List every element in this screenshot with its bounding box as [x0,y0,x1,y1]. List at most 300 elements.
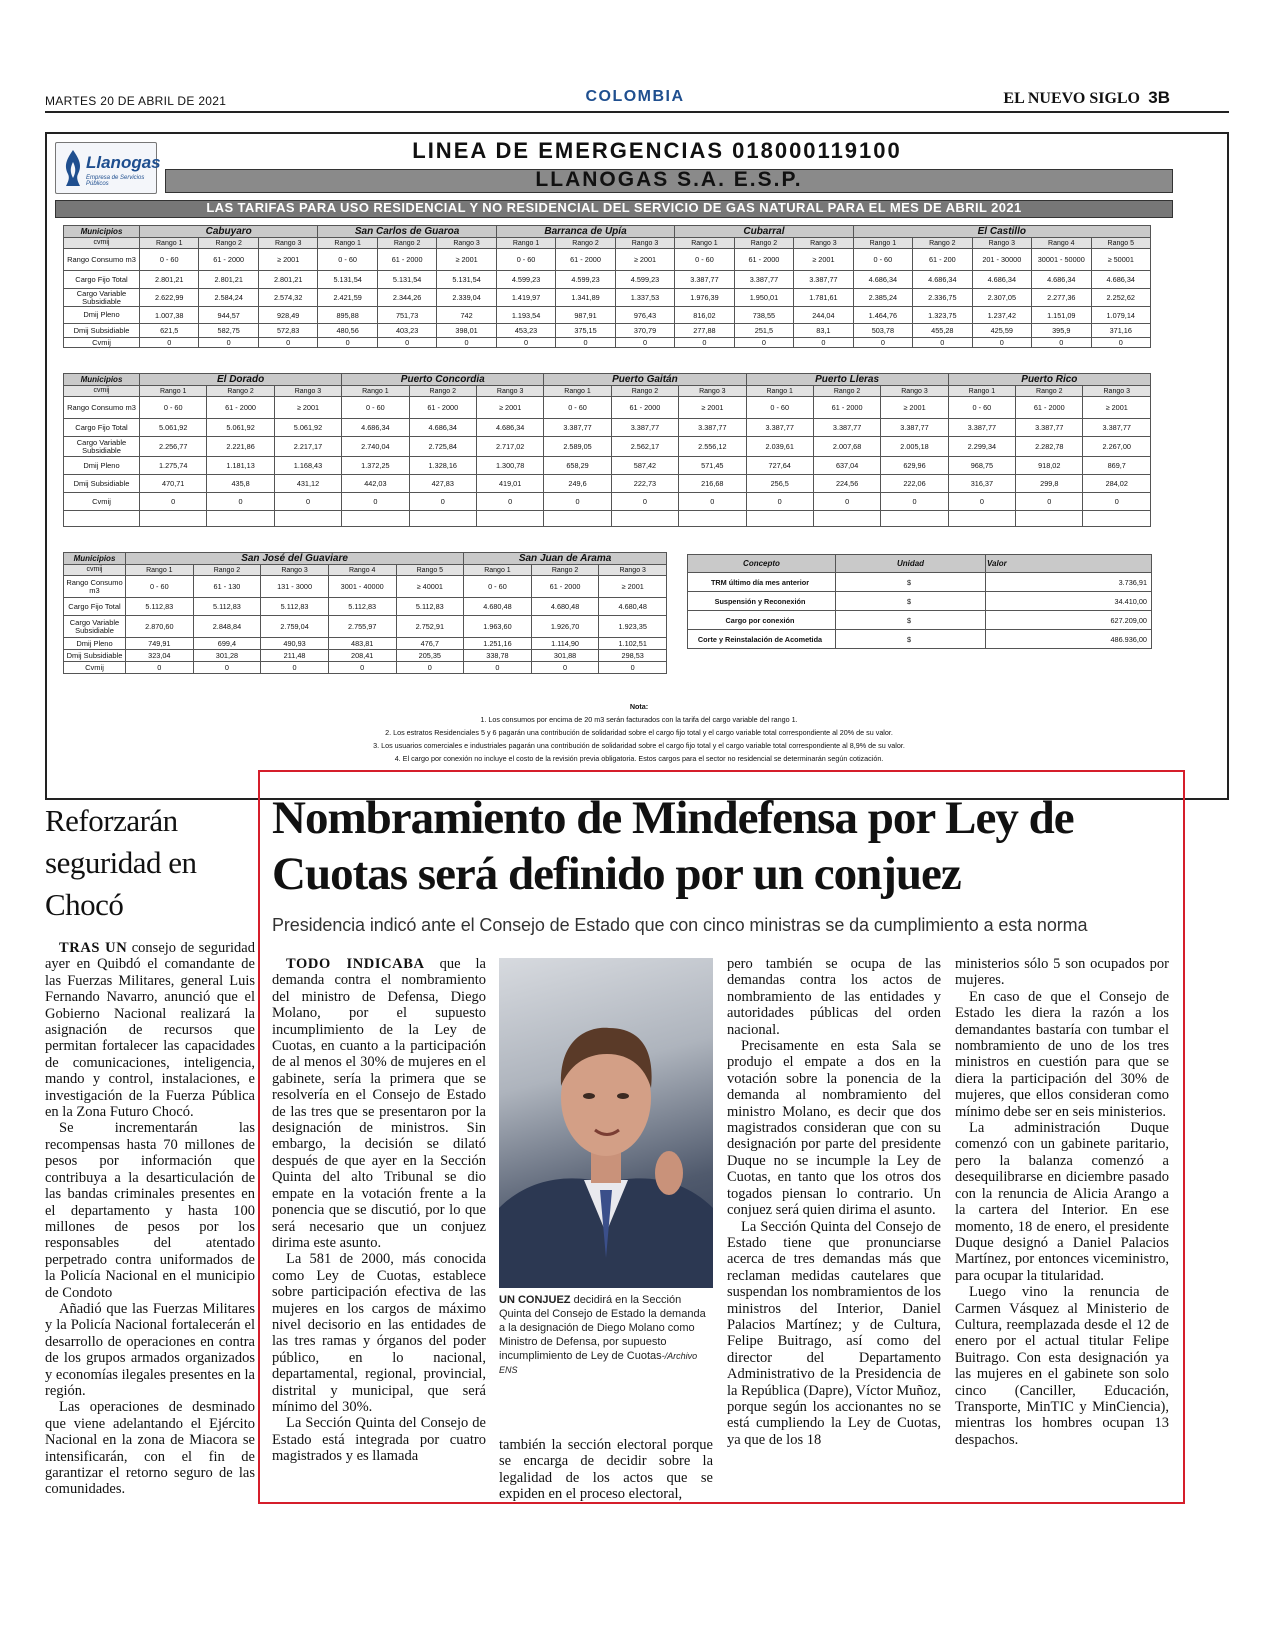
page-number: 3B [1148,88,1170,107]
table-cell: 61 - 2000 [199,249,258,271]
range-name: Rango 2 [611,386,678,397]
table-cell: 0 [1032,338,1091,348]
empty-cell [881,511,948,527]
table-cell: 0 [261,662,329,674]
table-cell: 5.061,92 [140,419,207,437]
article-text: Precisamente en esta Sala se produjo el empate a dos en la votación sobre la ponencia de la demanda al nombramiento del ministro Molano, es decir que dos magistrados consideran que con su designación por parte del presidente Duque no se incumple la Ley de Cuotas, en tanto que los otros dos togados piensan lo contrario. Un conjuez será quien dirima el asunto. [727,1038,941,1219]
table-cell: 1.341,89 [556,289,615,307]
table-row [64,324,1151,338]
row-label: Dmij Pleno [64,457,140,475]
table-header-row [64,553,667,565]
table-row [64,650,667,662]
table-cell: 2.005,18 [881,437,948,457]
article-paragraph [955,989,1169,1120]
tariff-table-3 [63,552,667,674]
table-cell: 0 - 60 [140,249,199,271]
empty-cell [813,511,880,527]
table-row [64,457,1151,475]
table-cell: 480,56 [318,324,377,338]
row-label: Dmij Subsidiable [64,650,126,662]
tariff-notes [47,700,1231,765]
table-cell: 299,8 [1016,475,1083,493]
logo-name: Llanogas [86,153,161,172]
table-cell: 61 - 2000 [734,249,793,271]
table-cell: 30001 - 50000 [1032,249,1091,271]
empty-cell [1016,511,1083,527]
range-name: Rango 3 [476,386,543,397]
range-name: Rango 2 [207,386,274,397]
table-cell: 425,59 [972,324,1031,338]
concepts-cell: $ [836,573,986,592]
range-header-row [64,386,1151,397]
table-cell: 249,6 [544,475,611,493]
logo-tagline: Empresa de Servicios Públicos [86,175,145,187]
table-cell: ≥ 2001 [881,397,948,419]
table-cell: 222,06 [881,475,948,493]
range-name: Rango 3 [274,386,341,397]
table-cell: 205,35 [396,650,464,662]
table-cell: 453,23 [496,324,555,338]
table-cell: 0 [1016,493,1083,511]
range-name: Rango 1 [140,238,199,249]
table-cell: 0 [318,338,377,348]
concepts-row [688,630,1152,649]
table-cell: 0 [274,493,341,511]
table-cell: 2.801,21 [199,271,258,289]
table-cell: 2.725,84 [409,437,476,457]
row-label: Cvmij [64,338,140,348]
table-cell: 621,5 [140,324,199,338]
table-cell: 435,8 [207,475,274,493]
table-cell: 944,57 [199,307,258,324]
table-cell: 2.256,77 [140,437,207,457]
note-line: Nota: [629,702,649,711]
table-cell: 61 - 2000 [813,397,880,419]
table-cell: 61 - 2000 [207,397,274,419]
table-cell: 2.870,60 [126,616,194,638]
table-cell: 1.168,43 [274,457,341,475]
table-cell: 0 - 60 [464,576,532,598]
table-cell: 0 [207,493,274,511]
table-cell: 3001 - 40000 [328,576,396,598]
table-cell: 323,04 [126,650,194,662]
table-cell: 490,93 [261,638,329,650]
table-cell: 83,1 [794,324,853,338]
table-cell: 0 - 60 [342,397,409,419]
range-name: Rango 1 [948,386,1015,397]
article-column-3 [727,956,941,1448]
table-cell: 5.112,83 [193,598,261,616]
table-cell: 316,37 [948,475,1015,493]
table-cell: ≥ 50001 [1091,249,1151,271]
article-text: En caso de que el Consejo de Estado les diera la razón a los demandantes bastaría con tumbar el nombramiento de uno de los tres ministros en cuestión para que se diera la participación del 30% de mujeres, que ellos consideran como mínimo debe ser en seis ministerios. [955,988,1169,1120]
table-cell: 455,28 [913,324,972,338]
municipio-name: Barranca de Upía [496,226,674,238]
table-cell: 5.131,54 [318,271,377,289]
table-cell: 816,02 [675,307,734,324]
concepts-header: Unidad [836,555,986,573]
range-name: Rango 1 [544,386,611,397]
table-cell: 3.387,77 [675,271,734,289]
table-cell: 0 [496,338,555,348]
side-paragraph [45,1120,255,1300]
table-cell: 0 [599,662,667,674]
table-cell: 61 - 2000 [377,249,436,271]
table-cell: 2.299,34 [948,437,1015,457]
table-cell: 2.007,68 [813,437,880,457]
flame-icon [62,148,84,188]
page-date: MARTES 20 DE ABRIL DE 2021 [45,94,227,108]
article-paragraph [272,956,486,1251]
table-cell: 4.599,23 [496,271,555,289]
table-cell: 1.950,01 [734,289,793,307]
table-cell: 503,78 [853,324,912,338]
range-name: Rango 3 [261,565,329,576]
article-text: La 581 de 2000, más conocida como Ley de Cuotas, establece sobre participación efectiva de las mujeres en los cargos de máximo nivel decisorio en las entidades de las tres ramas y órganos del poder público, en lo nacional, departamental, regional, provincial, distrital y municipal, que será mínimo del 30%. [272,1251,486,1415]
range-name: Rango 1 [464,565,532,576]
table-cell: 4.680,48 [464,598,532,616]
table-row [64,493,1151,511]
row-label: Dmij Pleno [64,638,126,650]
table-cell: 2.589,05 [544,437,611,457]
company-name: LLANOGAS S.A. E.S.P. [535,168,803,191]
table-cell: 338,78 [464,650,532,662]
table-cell: 1.372,25 [342,457,409,475]
table-row [64,307,1151,324]
table-cell: 0 [140,338,199,348]
side-paragraph [45,1399,255,1497]
table-cell: 61 - 2000 [409,397,476,419]
table-cell: 5.061,92 [274,419,341,437]
table-cell: 1.323,75 [913,307,972,324]
concepts-cell: 34.410,00 [986,592,1152,611]
range-name: Rango 3 [679,386,746,397]
table-cell: 0 [377,338,436,348]
table-cell: ≥ 2001 [794,249,853,271]
range-name: Rango 2 [199,238,258,249]
table-cell: 0 [531,662,599,674]
table-cell: 749,91 [126,638,194,650]
table-cell: 0 [972,338,1031,348]
table-cell: 0 - 60 [853,249,912,271]
table-cell: 2.755,97 [328,616,396,638]
article-paragraph [955,1120,1169,1284]
table-cell: 1.464,76 [853,307,912,324]
empty-row [64,511,1151,527]
table-cell: 1.926,70 [531,616,599,638]
table-cell: 0 [813,493,880,511]
table-cell: 4.686,34 [409,419,476,437]
table-row [64,662,667,674]
table-cell: 4.686,34 [1091,271,1151,289]
table-row [64,289,1151,307]
table-cell: 3.387,77 [881,419,948,437]
table-cell: 0 [544,493,611,511]
table-cell: 403,23 [377,324,436,338]
table-cell: 0 [1091,338,1151,348]
table-cell: 2.277,36 [1032,289,1091,307]
empty-cell [544,511,611,527]
table-cell: ≥ 2001 [476,397,543,419]
caption-lead: UN CONJUEZ [499,1294,571,1306]
table-cell: 427,83 [409,475,476,493]
table-cell: 0 [328,662,396,674]
table-cell: 216,68 [679,475,746,493]
table-cell: 3.387,77 [544,419,611,437]
table-row [64,638,667,650]
concepts-row [688,573,1152,592]
concepts-cell: Cargo por conexión [688,611,836,630]
table-cell: 3.387,77 [611,419,678,437]
article-text: La Sección Quinta del Consejo de Estado está integrada por cuatro magistrados y es llamada [272,1415,486,1465]
concepts-cell: Corte y Reinstalación de Acometida [688,630,836,649]
note-line: 3. Los usuarios comerciales e industriales pagarán una contribución de solidaridad sobre el cargo fijo total y el cargo variable total correspondiente al 8,9% de su valor. [373,741,905,750]
empty-cell [679,511,746,527]
side-article [45,800,255,1498]
empty-cell [1083,511,1151,527]
table-cell: 2.267,00 [1083,437,1151,457]
table-cell: 5.112,83 [396,598,464,616]
article-lead: TODO INDICABA [286,956,425,972]
article-paragraph [727,1219,941,1449]
table-cell: 370,79 [615,324,674,338]
concepts-cell: 3.736,91 [986,573,1152,592]
table-cell: 442,03 [342,475,409,493]
emergency-line: LINEA DE EMERGENCIAS 018000119100 [412,138,902,163]
table-cell: 751,73 [377,307,436,324]
tariff-table-1 [63,225,1151,348]
table-cell: 1.963,60 [464,616,532,638]
table-row [64,419,1151,437]
table-cell: 2.307,05 [972,289,1031,307]
range-name: Rango 3 [1083,386,1151,397]
table-cell: ≥ 2001 [274,397,341,419]
table-cell: 2.848,84 [193,616,261,638]
side-lead: TRAS UN [59,940,128,956]
table-cell: 0 [675,338,734,348]
range-name: Rango 3 [615,238,674,249]
table-cell: 968,75 [948,457,1015,475]
concepts-cell: $ [836,611,986,630]
range-name: Rango 1 [140,386,207,397]
table-cell: 1.102,51 [599,638,667,650]
table-cell: 224,56 [813,475,880,493]
range-name: Rango 1 [318,238,377,249]
table-cell: 2.574,32 [258,289,317,307]
range-name: Rango 3 [258,238,317,249]
table-cell: 0 [556,338,615,348]
table-cell: 3.387,77 [1083,419,1151,437]
table-cell: 2.421,59 [318,289,377,307]
header-rule [45,111,1229,113]
empty-cell [140,511,207,527]
table-cell: 727,64 [746,457,813,475]
table-cell: 2.252,62 [1091,289,1151,307]
table-cell: ≥ 2001 [599,576,667,598]
empty-cell [64,511,140,527]
table-cell: 918,02 [1016,457,1083,475]
table-row [64,271,1151,289]
table-cell: 298,53 [599,650,667,662]
table-cell: 0 [794,338,853,348]
table-cell: 4.686,34 [476,419,543,437]
table-cell: 0 [853,338,912,348]
table-cell: 395,9 [1032,324,1091,338]
table-cell: 5.131,54 [437,271,496,289]
table-cell: ≥ 2001 [679,397,746,419]
range-name: Rango 1 [126,565,194,576]
table-cell: 1.976,39 [675,289,734,307]
table-cell: 470,71 [140,475,207,493]
table-cell: 1.300,78 [476,457,543,475]
range-name: Rango 2 [813,386,880,397]
table-cell: 371,16 [1091,324,1151,338]
article-text: La administración Duque comenzó con un gabinete paritario, pero la balanza comenzó a desequilibrarse en diciembre pasado con la renuncia de Alicia Arango a la cartera del Interior. En ese momento, 18 de enero, el presidente Duque designó a Daniel Palacios Martínez, por entonces viceministro, para ocupar la titularidad. [955,1120,1169,1284]
article-paragraph [955,1284,1169,1448]
concepts-row [688,592,1152,611]
table-row [64,576,667,598]
photo-caption [499,1293,713,1377]
table-cell: 0 [199,338,258,348]
municipios-label: Municipios [64,553,126,565]
table-cell: 131 - 3000 [261,576,329,598]
table-cell: 398,01 [437,324,496,338]
table-cell: 0 [913,338,972,348]
table-cell: 61 - 2000 [531,576,599,598]
range-name: Rango 4 [1032,238,1091,249]
table-cell: 2.282,78 [1016,437,1083,457]
table-cell: ≥ 2001 [258,249,317,271]
empty-cell [476,511,543,527]
table-cell: 571,45 [679,457,746,475]
table-cell: 869,7 [1083,457,1151,475]
llanogas-logo [55,142,161,194]
table-cell: 61 - 2000 [611,397,678,419]
side-paragraph [45,940,255,1120]
table-cell: 3.387,77 [1016,419,1083,437]
table-cell: 1.337,53 [615,289,674,307]
table-cell: 2.039,61 [746,437,813,457]
row-label: Rango Consumo m3 [64,397,140,419]
table-cell: 1.114,90 [531,638,599,650]
concepts-cell: 627.209,00 [986,611,1152,630]
tariff-table-2 [63,373,1151,527]
table-cell: 572,83 [258,324,317,338]
municipio-name: Puerto Gaitán [544,374,746,386]
article-paragraph [272,1251,486,1415]
table-cell: 0 [464,662,532,674]
range-header-row [64,238,1151,249]
range-name: Rango 3 [794,238,853,249]
table-cell: 895,88 [318,307,377,324]
concepts-cell: $ [836,592,986,611]
table-cell: 61 - 2000 [556,249,615,271]
table-cell: 2.752,91 [396,616,464,638]
table-cell: 2.740,04 [342,437,409,457]
table-cell: 1.923,35 [599,616,667,638]
range-name: Rango 2 [193,565,261,576]
municipio-name: San Carlos de Guaroa [318,226,496,238]
municipios-label: Municipios [64,374,140,386]
range-name: Rango 3 [972,238,1031,249]
section-name: COLOMBIA [585,88,685,105]
article-text: ministerios sólo 5 son ocupados por mujeres. [955,956,1169,989]
table-cell: 3.387,77 [794,271,853,289]
table-cell: 699,4 [193,638,261,650]
table-cell: 658,29 [544,457,611,475]
row-label: Cargo Fijo Total [64,271,140,289]
municipio-name: San José del Guaviare [126,553,464,565]
municipio-name: Cubarral [675,226,853,238]
empty-cell [274,511,341,527]
table-cell: 0 - 60 [746,397,813,419]
row-label: Rango Consumo m3 [64,576,126,598]
side-text: Se incrementarán las recompensas hasta 70 millones de pesos por información que contribuya a la desarticulación de las bandas criminales presentes en el departamento y hasta 100 millones de pesos por los responsables del atentado perpetrado contra uniformados de la Policía Nacional en el municipio de Condoto [45,1120,255,1301]
empty-cell [342,511,409,527]
range-name: Rango 2 [734,238,793,249]
article-paragraph [727,1038,941,1218]
table-cell: 0 [396,662,464,674]
side-article-title: Reforzarán seguridad en Chocó [45,803,197,922]
range-name: Rango 3 [437,238,496,249]
table-cell: 5.112,83 [328,598,396,616]
table-cell: 1.275,74 [140,457,207,475]
table-cell: 4.686,34 [972,271,1031,289]
row-label: Cargo Variable Subsidiable [64,437,140,457]
table-cell: 301,88 [531,650,599,662]
article-paragraph [727,956,941,1038]
side-article-body [45,940,255,1498]
article-text: Luego vino la renuncia de Carmen Vásquez al Ministerio de Cultura, reemplazada desde el 12 de enero por el actual titular Felipe Buitrago. Con esta designación ya las mujeres en el gabinete son solo cinco (Canciller, Educación, Transporte, MinTIC y MinCiencia), mientras los hombres ocupan 13 despachos. [955,1284,1169,1448]
table-cell: 5.061,92 [207,419,274,437]
concepts-header-row [688,555,1152,573]
table-cell: 4.680,48 [599,598,667,616]
table-cell: 0 [746,493,813,511]
table-cell: 2.556,12 [679,437,746,457]
table-cell: 1.007,38 [140,307,199,324]
concepts-row [688,611,1152,630]
article-column-2: también la sección electoral porque se encarga de decidir sobre la legalidad de los actos que se expiden en el proceso electoral, [499,1437,713,1503]
row-label: Dmij Pleno [64,307,140,324]
table-cell: 0 - 60 [140,397,207,419]
table-cell: 1.237,42 [972,307,1031,324]
table-cell: 2.385,24 [853,289,912,307]
table-cell: 419,01 [476,475,543,493]
table-row [64,475,1151,493]
row-label: Rango Consumo m3 [64,249,140,271]
table-cell: ≥ 2001 [1083,397,1151,419]
table-cell: 738,55 [734,307,793,324]
table-cell: 629,96 [881,457,948,475]
table-cell: 2.759,04 [261,616,329,638]
caption-text: decidirá en la Sección Quinta del Consejo de Estado la demanda a la designación de Diego Molano como Ministro de Defensa, por supuesto incumplimiento de Ley de Cuotas [499,1294,706,1362]
empty-cell [611,511,678,527]
table-cell: 375,15 [556,324,615,338]
table-cell: 0 [679,493,746,511]
side-text: Añadió que las Fuerzas Militares y la Policía Nacional fortalecerán el desarrollo de operaciones en contra de los grupos armados organizados y economías ilegales presentes en la región. [45,1300,255,1399]
range-name: Rango 1 [746,386,813,397]
table-cell: 2.622,99 [140,289,199,307]
municipios-label: Municipios [64,226,140,238]
article-paragraph [955,956,1169,989]
row-label: Cvmij [64,662,126,674]
municipio-name: Cabuyaro [140,226,318,238]
table-cell: 5.131,54 [377,271,436,289]
range-name: Rango 1 [342,386,409,397]
concepts-cell: TRM último día mes anterior [688,573,836,592]
tariff-advertisement [45,132,1229,800]
table-cell: 201 - 30000 [972,249,1031,271]
